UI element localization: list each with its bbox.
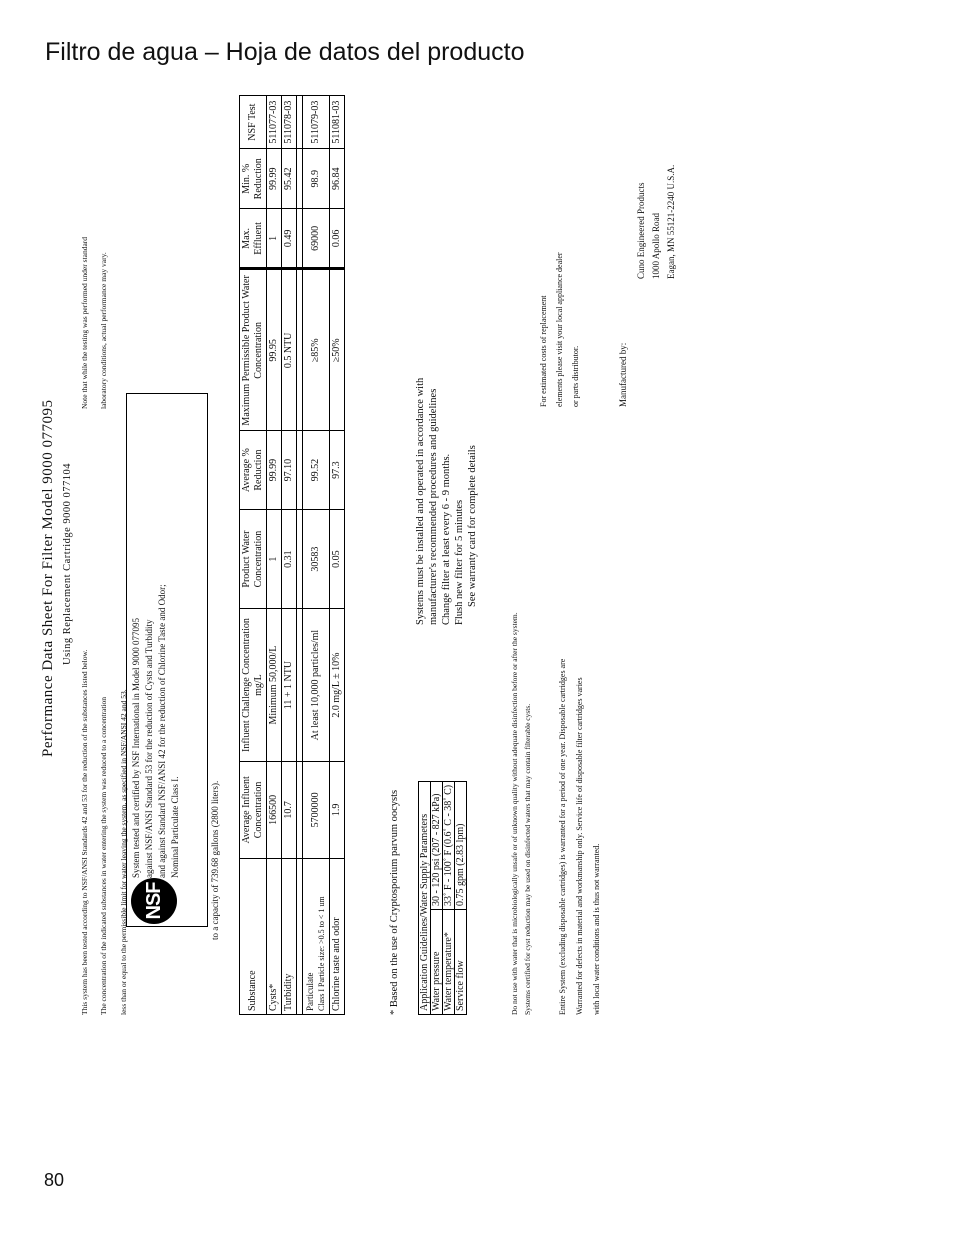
performance-table: [239, 95, 345, 1015]
intro-line: The concentration of the indicated substances in water entering the system was reduced to a concentration: [99, 696, 109, 1015]
nsf-certification-box: [126, 393, 208, 927]
cell: 30 - 120 psi (207 - 827 kPa): [431, 781, 443, 909]
install-line: See warranty card for complete details: [467, 445, 478, 607]
install-line: Flush new filter for 5 minutes: [454, 499, 465, 625]
table-header-row: [240, 96, 267, 1015]
cell: 11 + 1 NTU: [282, 609, 297, 762]
warranty-line: Entire System (excluding disposable cartridges) is warranted for a period of one year. Disposable cartridges are: [558, 658, 567, 1015]
cell: At least 10,000 particles/ml: [303, 609, 330, 762]
warranty-text: [554, 659, 605, 1015]
table-row: [419, 781, 431, 1014]
cell: 511077-03: [267, 96, 282, 149]
cell: 96.84: [330, 149, 345, 209]
table-row: [267, 96, 282, 1015]
col-influent-challenge: Influent Challenge Concentration mg/L: [240, 609, 267, 762]
replacement-cost-text: [536, 252, 584, 407]
cell: [303, 858, 330, 1014]
note-line: Note that while the testing was performed under standard: [80, 236, 89, 409]
cell: 0.49: [282, 209, 297, 269]
col-max-permissible: Maximum Permissible Product Water Concentration: [240, 269, 267, 431]
warranty-line: with local water conditions and is thus not warranted.: [592, 843, 601, 1015]
nsf-line: Nominal Particulate Class I.: [170, 776, 180, 878]
cell: 69000: [303, 209, 330, 269]
cell: 511079-03: [303, 96, 330, 149]
performance-sheet-lower: [389, 95, 742, 1015]
install-line: manufacturer's recommended procedures and guidelines: [428, 388, 439, 625]
cell: 97.3: [330, 431, 345, 510]
cell: Turbidity: [282, 858, 297, 1014]
cell: 0.5 NTU: [282, 269, 297, 431]
nsf-line: and against Standard NSF/ANSI 42 for the reduction of Chlorine Taste and Odor;: [157, 584, 167, 878]
col-avg-influent: Average Influent Concentration: [240, 761, 267, 858]
page-title: Filtro de agua – Hoja de datos del producto: [45, 38, 525, 66]
table-row: [330, 96, 345, 1015]
particulate-class: Class I Particle size: >0.5 to < 1 um: [317, 896, 326, 1011]
cell: 33˚ F - 100˚ F (0.6˚ C - 38˚ C): [443, 781, 455, 909]
cell: 0.05: [330, 509, 345, 608]
cell: 99.99: [267, 149, 282, 209]
cell: 98.9: [303, 149, 330, 209]
cell: 0.31: [282, 509, 297, 608]
warning-text: [510, 612, 533, 1015]
address-line: Cuno Engineered Products: [636, 182, 646, 279]
warning-line: Systems certified for cyst reduction may be used on disinfected waters that may contain filterable cysts.: [523, 703, 533, 1015]
address-line: Eagan, MN 55121-2240 U.S.A.: [666, 164, 676, 279]
sheet-subtitle: Using Replacement Cartridge 9000 077104: [62, 462, 73, 665]
warranty-line: Warranted for defects in material and workmanship only. Service life of disposable filter cartridges varies: [575, 677, 584, 1015]
warning-line: Do not use with water that is microbiologically unsafe or of unknown quality without adequate disinfection before or after the system.: [510, 612, 519, 1015]
table-row: [443, 781, 455, 1014]
note-text: [80, 237, 109, 409]
cell: 1: [267, 209, 282, 269]
table-row: [303, 96, 330, 1015]
address-line: 1000 Apollo Road: [651, 212, 661, 279]
cell: 5700000: [303, 761, 330, 858]
cell: 1: [267, 509, 282, 608]
manufactured-by-label: Manufactured by:: [618, 342, 628, 407]
table-row: [282, 96, 297, 1015]
install-instructions: [414, 378, 479, 625]
cell: Water temperature*: [443, 910, 455, 1015]
intro-line: less than or equal to the permissible limit for water leaving the system, as specified in NSF/ANSI 42 and 53.: [118, 689, 128, 1015]
cell: 511081-03: [330, 96, 345, 149]
col-avg-reduction: Average % Reduction: [240, 431, 267, 510]
cell: 1.9: [330, 761, 345, 858]
cell: 95.42: [282, 149, 297, 209]
cell: Service flow: [455, 910, 467, 1015]
cell: 30583: [303, 509, 330, 608]
col-product-water: Product Water Concentration: [240, 509, 267, 608]
guidelines-table: [418, 781, 467, 1015]
install-line: Systems must be installed and operated in accordance with: [415, 377, 426, 625]
performance-sheet-upper: [40, 95, 360, 1015]
cell: 166500: [267, 761, 282, 858]
capacity-text: to a capacity of 739.68 gallons (2800 liters).: [210, 780, 220, 940]
cell: Cysts*: [267, 858, 282, 1014]
nsf-line: System tested and certified by NSF International in Model 9000 077095: [131, 618, 141, 878]
col-substance: Substance: [240, 858, 267, 1014]
particulate-label: Particulate: [305, 972, 315, 1011]
cell: 511078-03: [282, 96, 297, 149]
nsf-logo: NSF: [131, 878, 177, 924]
cell: 99.95: [267, 269, 282, 431]
manufacturer-address: [634, 165, 679, 279]
note-line: laboratory conditions, actual performance may vary.: [99, 252, 109, 409]
page-number: 80: [44, 1170, 65, 1190]
nsf-line: against NSF/ANSI Standard 53 for the reduction of Cysts and Turbidity: [144, 619, 154, 878]
intro-line: This system has been tested according to NSF/ANSI Standards 42 and 53 for the reduction of the substances listed below.: [80, 649, 89, 1015]
table-row: [431, 781, 443, 1014]
col-min-reduction: Min. % Reduction: [240, 149, 267, 209]
cell: 99.52: [303, 431, 330, 510]
cell: Water pressure: [431, 910, 443, 1015]
cell: 2.0 mg/L ± 10%: [330, 609, 345, 762]
guidelines-header: Application Guidelines/Water Supply Parameters: [419, 781, 431, 1014]
sheet-title: Performance Data Sheet For Filter Model 9000 077095: [40, 399, 56, 757]
cost-line: or parts distributor.: [571, 345, 580, 407]
table-row: [455, 781, 467, 1014]
col-max-effluent: Max. Effluent: [240, 209, 267, 269]
cost-line: elements please visit your local appliance dealer: [555, 252, 564, 407]
cell: 0.75 gpm (2.83 lpm): [455, 781, 467, 909]
cell: 99.99: [267, 431, 282, 510]
cell: 10.7: [282, 761, 297, 858]
col-nsf-test: NSF Test: [240, 96, 267, 149]
footnote: * Based on the use of Cryptosporium parvum oocysts: [389, 789, 400, 1015]
cell: Chlorine taste and odor: [330, 858, 345, 1014]
nsf-statement: [130, 584, 182, 878]
install-line: Change filter at least every 6 - 9 months.: [441, 453, 452, 625]
cell: ≥50%: [330, 269, 345, 431]
cell: 97.10: [282, 431, 297, 510]
intro-text: [80, 650, 128, 1015]
cell: 0.06: [330, 209, 345, 269]
cell: Minimum 50,000/L: [267, 609, 282, 762]
cell: ≥85%: [303, 269, 330, 431]
cost-line: For estimated costs of replacement: [539, 295, 548, 407]
